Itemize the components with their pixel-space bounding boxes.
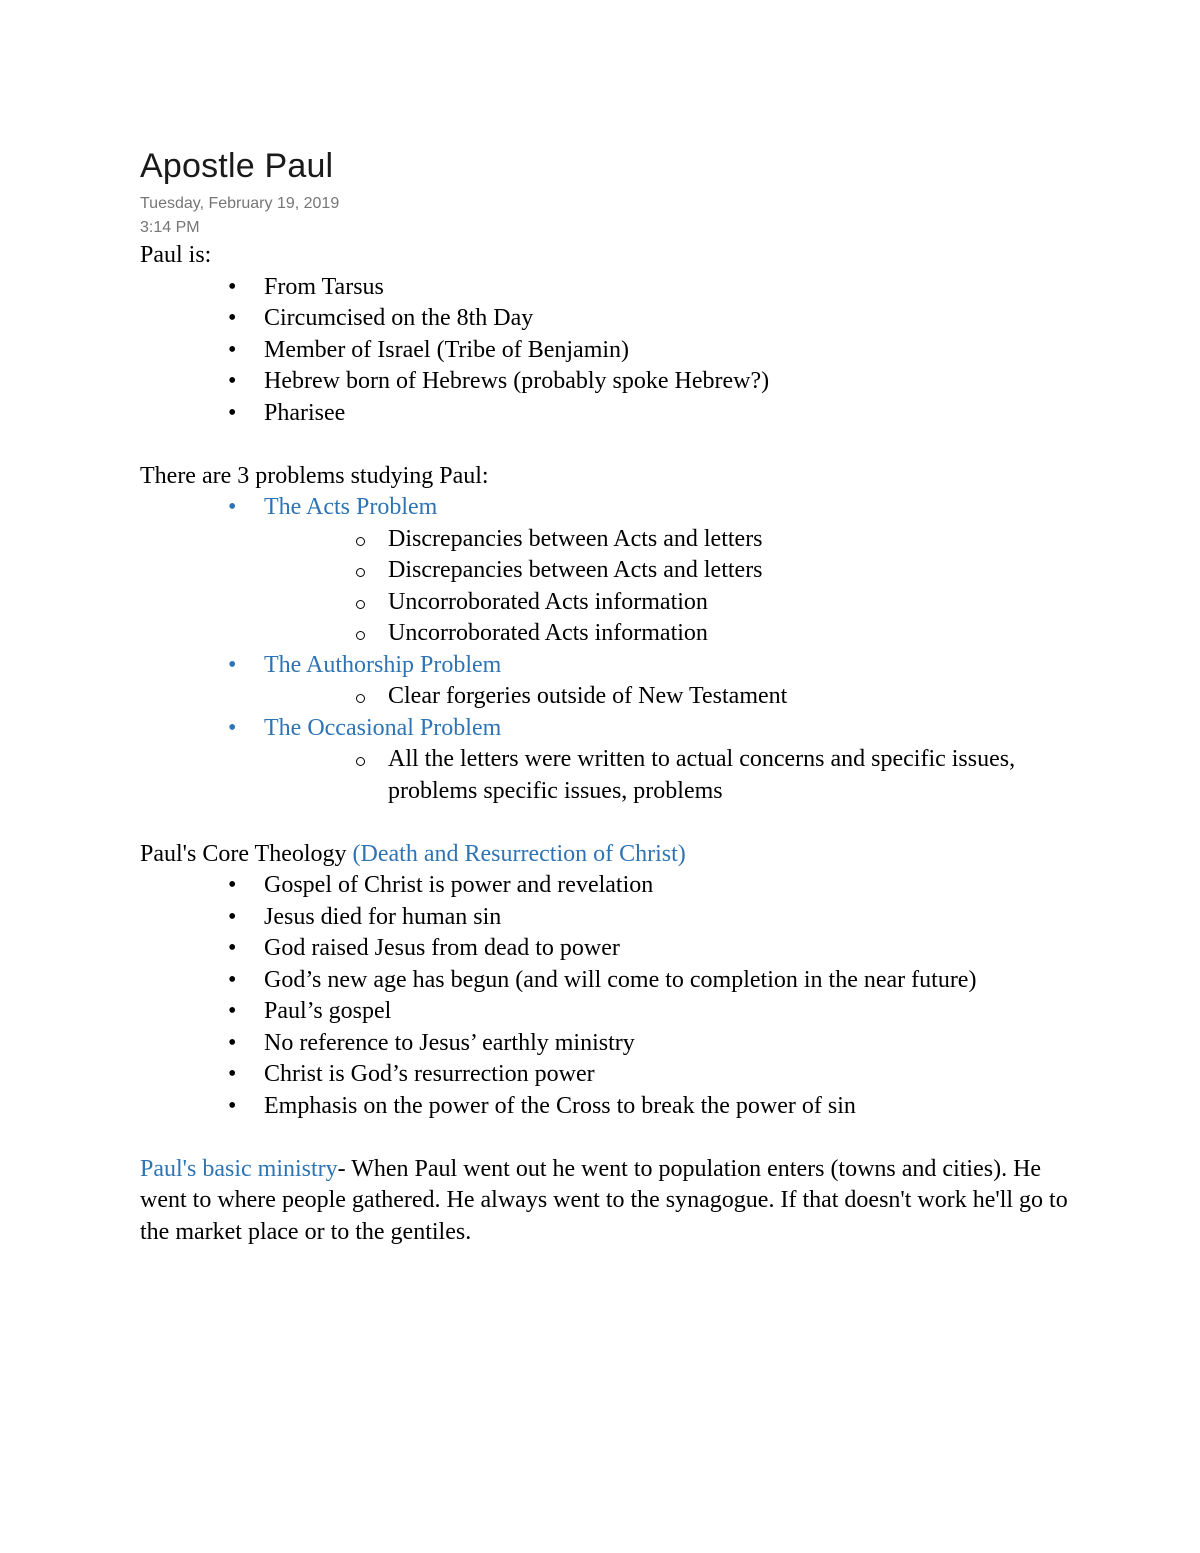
- note-date: Tuesday, February 19, 2019: [140, 195, 340, 212]
- note-page: [140, 140, 1070, 1248]
- list-item: • God raised Jesus from dead to power: [264, 933, 1070, 965]
- list-item: • Hebrew born of Hebrews (probably spoke Hebrew?): [264, 366, 1070, 398]
- problem-sublist: [264, 524, 1070, 650]
- note-time: 3:14 PM: [140, 219, 200, 236]
- core-theology-heading-text: Paul's Core Theology: [140, 840, 353, 867]
- list-item: • Emphasis on the power of the Cross to break the power of sin: [264, 1091, 1070, 1123]
- problem-item-authorship: [264, 650, 1070, 713]
- problem-label: The Authorship Problem: [264, 651, 502, 678]
- list-item: Discrepancies between Acts and letters: [388, 555, 1070, 587]
- list-item: Discrepancies between Acts and letters: [388, 524, 1070, 556]
- problem-item-occasional: [264, 713, 1070, 808]
- problems-list: [140, 492, 1070, 807]
- problem-label: The Occasional Problem: [264, 714, 502, 741]
- list-item: • Member of Israel (Tribe of Benjamin): [264, 335, 1070, 367]
- ministry-text: - When Paul went out he went to population enters (towns and cities). He went to where people gathered. He always went to the synagogue. If that doesn't work he'll go to the market place or to the gentiles.: [140, 1155, 1068, 1245]
- list-item-text: All the letters were written to actual concerns and specific issues, problems specific issues, problems: [388, 746, 1016, 804]
- list-item: • Gospel of Christ is power and revelation: [264, 870, 1070, 902]
- spacer: [140, 429, 1070, 461]
- list-item: [264, 965, 1070, 997]
- list-item: • Circumcised on the 8th Day: [264, 303, 1070, 335]
- problem-sublist: [264, 744, 1070, 807]
- paul-is-heading: Paul is:: [140, 242, 212, 268]
- list-item: • Paul’s gospel: [264, 996, 1070, 1028]
- problem-label: The Acts Problem: [264, 494, 438, 520]
- spacer: [140, 1122, 1070, 1154]
- list-item: • No reference to Jesus’ earthly ministry: [264, 1028, 1070, 1060]
- list-item: Clear forgeries outside of New Testament: [388, 681, 1070, 713]
- list-item: [388, 744, 1070, 807]
- page-title: Apostle Paul: [140, 147, 334, 185]
- problem-item-acts: [264, 492, 1070, 650]
- list-item: • Pharisee: [264, 398, 1070, 430]
- ministry-paragraph: [140, 1154, 1070, 1249]
- problem-sublist: [264, 681, 1070, 713]
- core-theology-heading: [140, 839, 1070, 871]
- problems-heading: There are 3 problems studying Paul:: [140, 462, 489, 489]
- paul-is-list: [140, 272, 1070, 430]
- list-item: Uncorroborated Acts information: [388, 618, 1070, 650]
- list-item-text: • God’s new age has begun (and will come to completion in the near future): [264, 966, 977, 993]
- list-item: Uncorroborated Acts information: [388, 587, 1070, 619]
- list-item: • Christ is God’s resurrection power: [264, 1059, 1070, 1091]
- list-item: • From Tarsus: [264, 272, 1070, 304]
- spacer: [140, 807, 1070, 839]
- core-theology-highlight: (Death and Resurrection of Christ): [352, 840, 686, 867]
- list-item: • Jesus died for human sin: [264, 902, 1070, 934]
- core-theology-list: [140, 870, 1070, 1122]
- ministry-label: Paul's basic ministry: [140, 1155, 338, 1182]
